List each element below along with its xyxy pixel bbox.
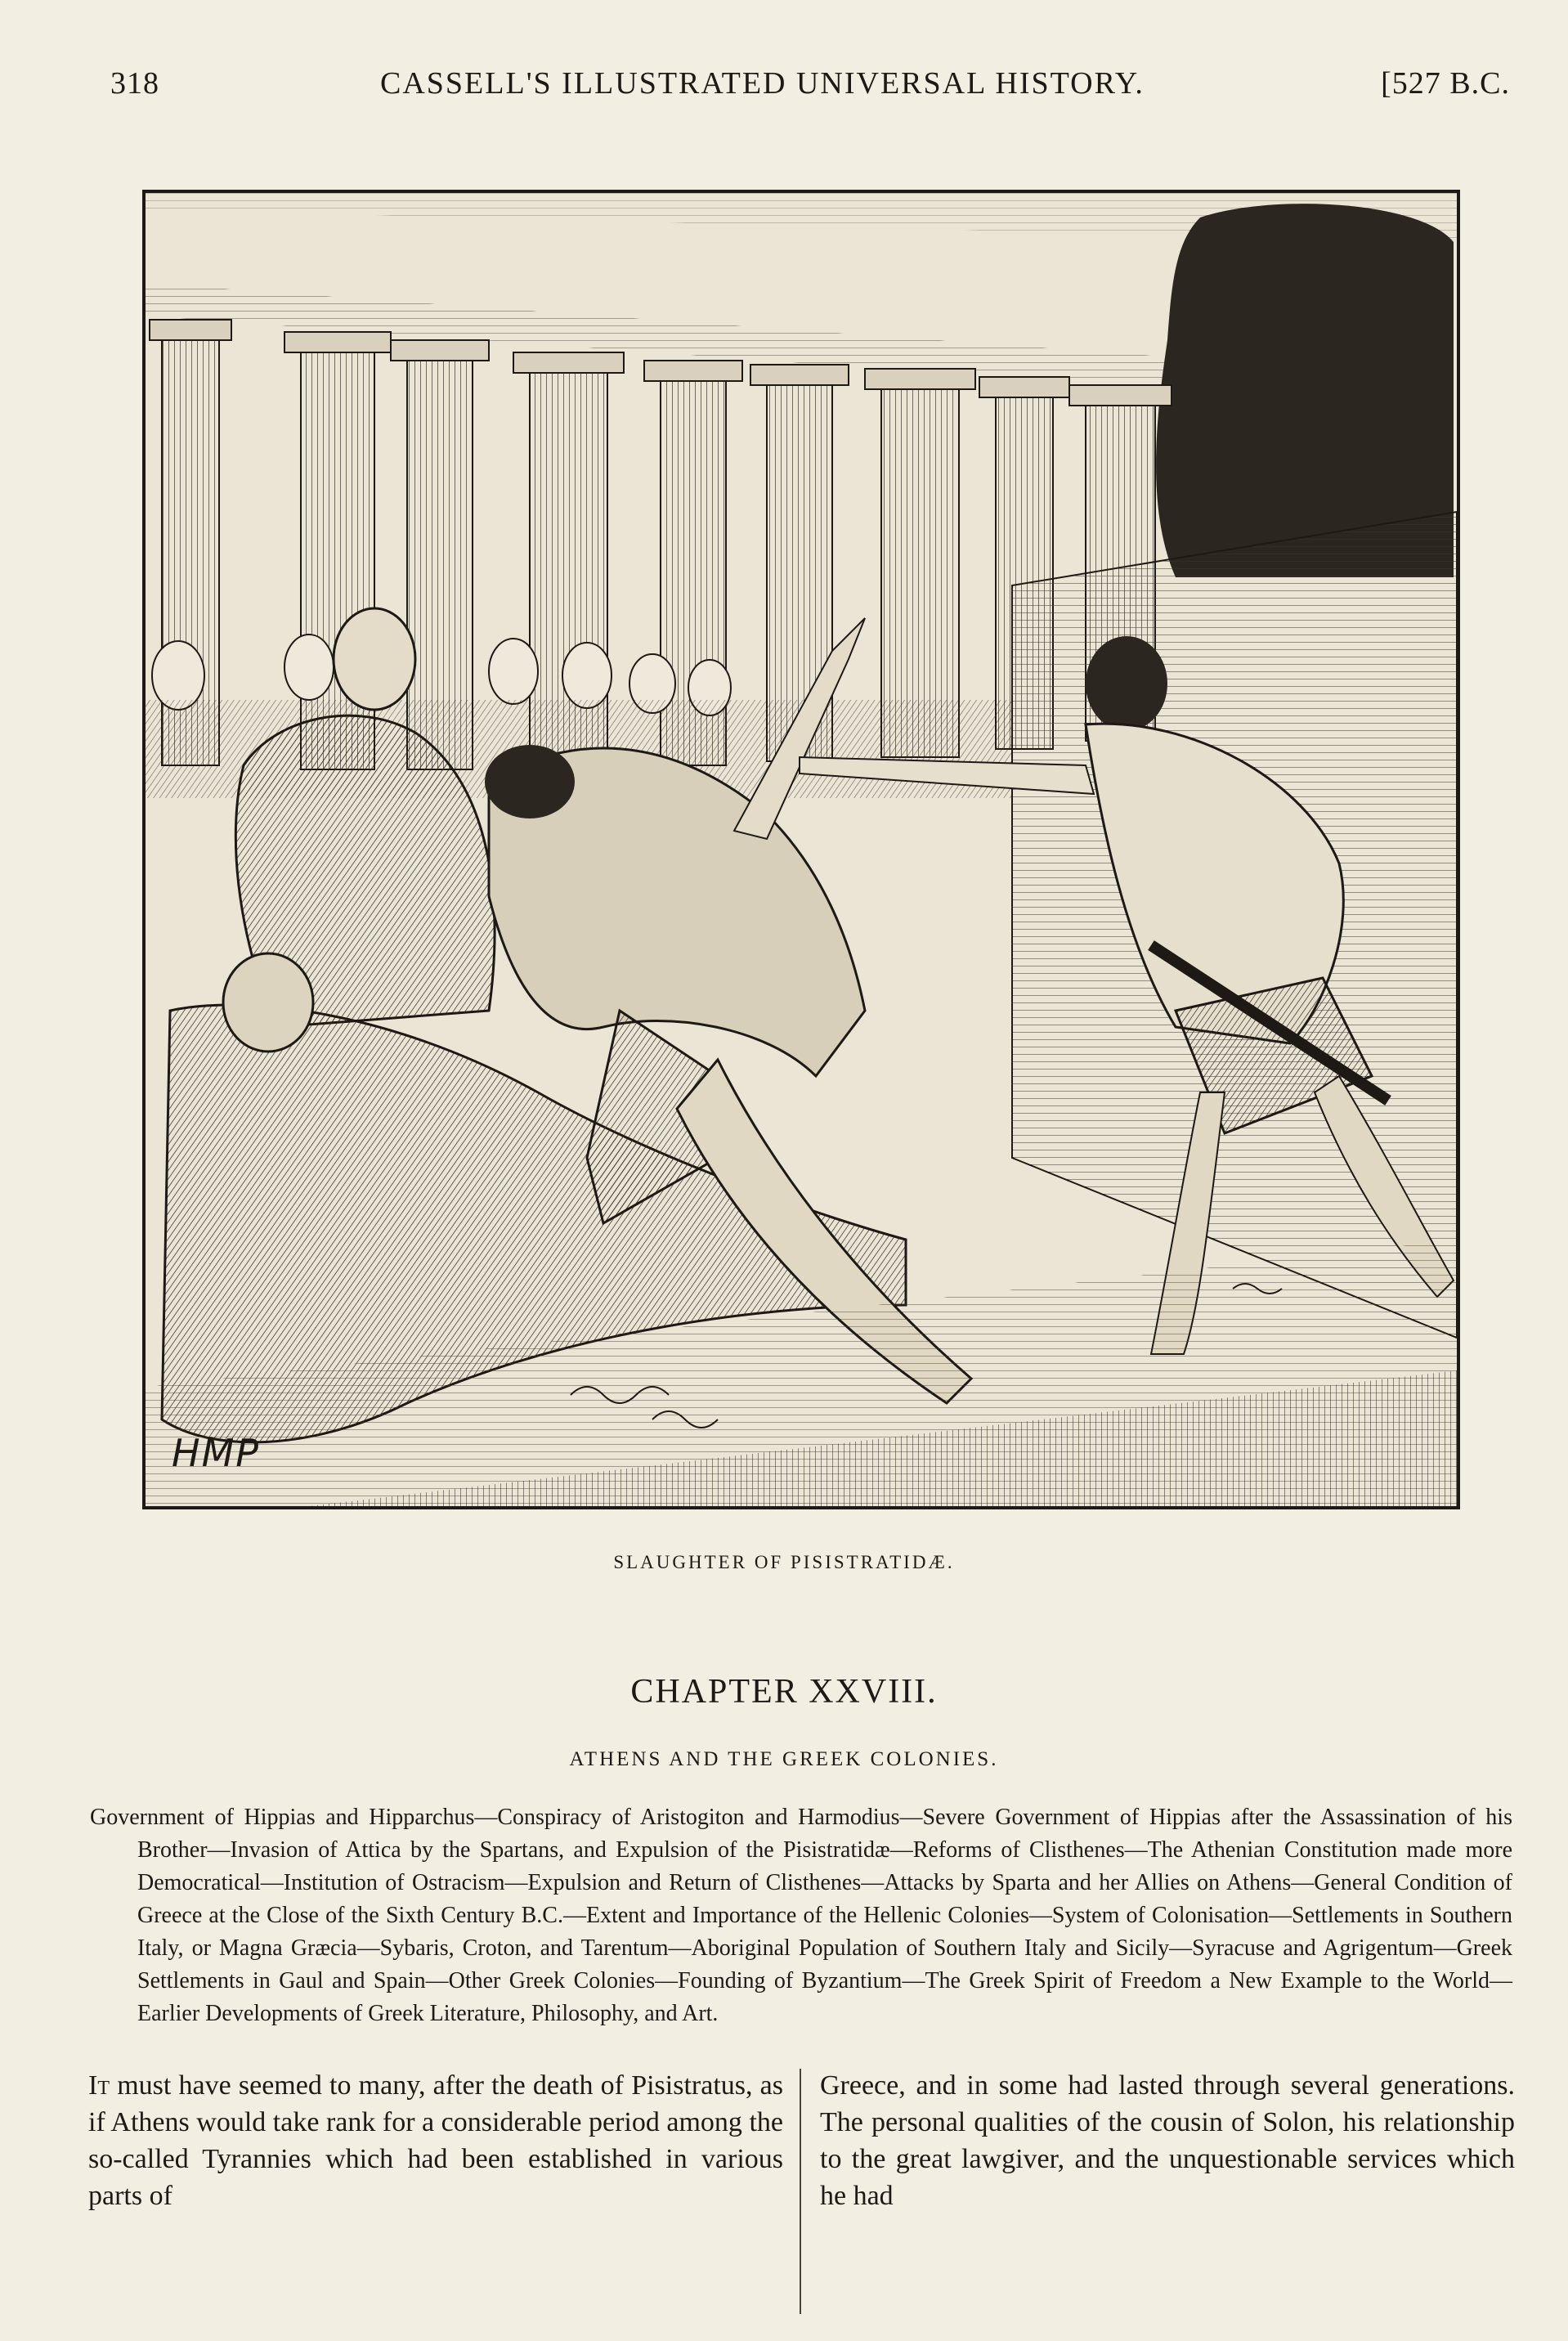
body-column-right bbox=[820, 2067, 1515, 2214]
left-column-text: must have seemed to many, after the death of Pisistratus, as if Athens would take rank for a considerable period among the so-called Tyrannies which had been established in various parts of bbox=[88, 2070, 784, 2211]
column-divider bbox=[800, 2069, 801, 2314]
engraving-illustration bbox=[142, 190, 1460, 1509]
lead-word: It bbox=[88, 2070, 110, 2101]
running-header bbox=[110, 65, 1516, 114]
body-column-left bbox=[88, 2067, 783, 2214]
illustration-caption: SLAUGHTER OF PISISTRATIDÆ. bbox=[613, 1552, 955, 1572]
chapter-title: ATHENS AND THE GREEK COLONIES. bbox=[569, 1748, 999, 1770]
chapter-heading: CHAPTER XXVIII. bbox=[630, 1673, 938, 1711]
engraving-drawing bbox=[146, 193, 1457, 1506]
right-column-text: Greece, and in some had lasted through several generations. The personal qualities of the cousin of Solon, his relationship to the great lawgiver, and the unquestionable services which he had bbox=[820, 2070, 1515, 2211]
running-title: CASSELL'S ILLUSTRATED UNIVERSAL HISTORY. bbox=[380, 66, 1145, 101]
header-date: [527 B.C. bbox=[1381, 66, 1510, 101]
engraver-signature: HMP bbox=[172, 1431, 261, 1475]
chapter-synopsis: Government of Hippias and Hipparchus—Conspiracy of Aristogiton and Harmodius—Severe Government of Hippias after the Assassination of his Brother—Invasion of Attica by the Spartans, and Expulsion of the Pisistratidæ—Reforms of Clisthenes—The Athenian Constitution made more Democratical—Institution of Ostracism—Expulsion and Return of Clisthenes—Attacks by Sparta and her Allies on Athens—General Condition of Greece at the Close of the Sixth Century B.C.—Extent and Importance of the Hellenic Colonies—System of Colonisation—Settlements in Southern Italy, or Magna Græcia—Sybaris, Croton, and Tarentum—Aboriginal Population of Southern Italy and Sicily—Syracuse and Agrigentum—Greek Settlements in Gaul and Spain—Other Greek Colonies—Founding of Byzantium—The Greek Spirit of Freedom a New Example to the World—Earlier Developments of Greek Literature, Philosophy, and Art. bbox=[90, 1805, 1512, 2026]
page-number: 318 bbox=[110, 66, 159, 101]
